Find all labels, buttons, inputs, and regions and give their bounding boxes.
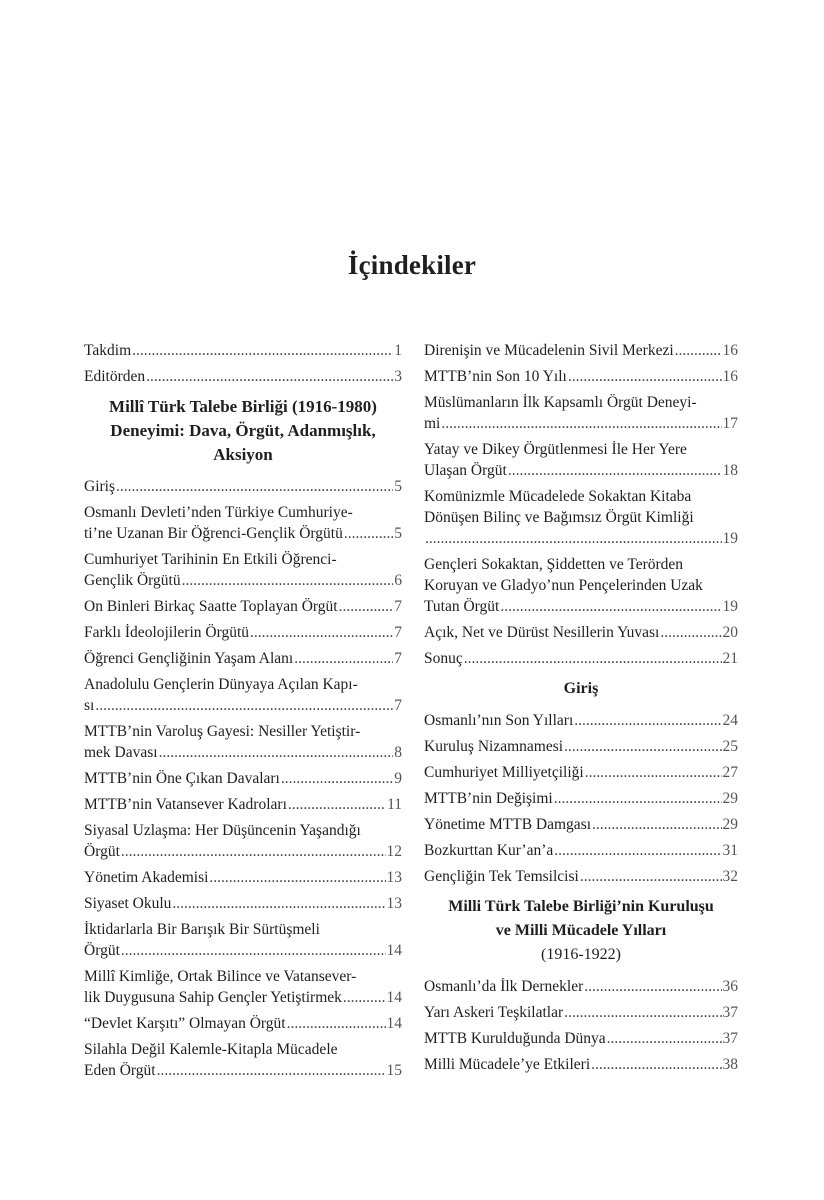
toc-entry-title: Giriş [84,478,115,495]
dot-leader [209,867,385,888]
page-number: 7 [394,598,402,615]
page-number: 20 [722,624,738,641]
toc-entry-title: Milli Mücadele’ye Etkileri [424,1056,591,1073]
dot-leader [172,893,385,914]
toc-entry[interactable] [424,392,738,434]
toc-entry-title: Cumhuriyet Tarihinin En Etkili Öğrenci- [84,551,337,568]
toc-entry-title: Bozkurttan Kur’an’a [424,842,554,859]
toc-entry[interactable] [84,721,402,763]
toc-entry[interactable] [84,867,402,888]
toc-entry-title: Yönetime MTTB Damgası [424,816,592,833]
toc-entry-last-line [424,840,738,861]
toc-entry-title: Öğrenci Gençliğinin Yaşam Alanı [84,650,294,667]
toc-entry-title: Örgüt [84,843,120,860]
page-number: 29 [722,816,738,833]
toc-entry-last-line [424,736,738,757]
toc-entry[interactable] [424,486,738,549]
toc-entry-last-line [84,523,402,544]
dot-leader [591,1054,721,1075]
toc-entry[interactable] [84,674,402,716]
toc-entry-last-line [84,841,402,862]
toc-entry-last-line [84,695,402,716]
toc-entry-title: Direnişin ve Mücadelenin Sivil Merkezi [424,342,674,359]
toc-entry[interactable] [84,549,402,591]
toc-entry-title: sı [84,697,95,714]
toc-entry-title: Siyaset Okulu [84,895,172,912]
page-number: 3 [394,368,402,385]
toc-entry-last-line [424,622,738,643]
toc-entry-title: Anadolulu Gençlerin Dünyaya Açılan Kapı- [84,676,358,693]
page-number: 37 [722,1030,738,1047]
section-heading-line: ve Milli Mücadele Yılları [495,922,667,939]
toc-entry[interactable] [424,788,738,809]
toc-entry-title: İktidarlarla Bir Barışık Bir Sürtüşmeli [84,921,320,938]
dot-leader [343,987,386,1008]
page-number: 9 [394,770,402,787]
toc-entry-title: Farklı İdeolojilerin Örgütü [84,624,250,641]
toc-entry[interactable] [424,710,738,731]
toc-entry-title: Örgüt [84,942,120,959]
dot-leader [592,814,721,835]
toc-entry-title: Editörden [84,368,146,385]
page-number: 19 [722,598,738,615]
page-number: 19 [722,530,738,547]
toc-entry-last-line [424,596,738,617]
section-heading [424,677,738,701]
dot-leader [441,413,721,434]
page-number: 36 [722,978,738,995]
toc-entry-title: lik Duygusuna Sahip Gençler Yetiştirmek [84,989,342,1006]
toc-entry[interactable] [424,1028,738,1049]
toc-entry-last-line [84,476,402,497]
page-number: 7 [394,624,402,641]
toc-entry[interactable] [84,596,402,617]
dot-leader [554,788,722,809]
section-heading-line: Giriş [563,680,599,697]
toc-entry[interactable] [84,366,402,387]
toc-entry-title: MTTB’nin Öne Çıkan Davaları [84,770,280,787]
toc-entry[interactable] [424,762,738,783]
dot-leader [564,1002,721,1023]
dot-leader [294,648,393,669]
toc-entry-title: Eden Örgüt [84,1062,156,1079]
toc-entry[interactable] [424,866,738,887]
toc-entry-title: Yönetim Akademisi [84,869,209,886]
page-number: 8 [394,744,402,761]
toc-entry-title: Gençlik Örgütü [84,572,181,589]
toc-left-column [84,340,402,1086]
toc-entry-title: Siyasal Uzlaşma: Her Düşüncenin Yaşandığı [84,822,361,839]
toc-entry-last-line [424,340,738,361]
dot-leader [675,340,722,361]
toc-entry-last-line [84,648,402,669]
toc-entry-title: Cumhuriyet Milliyetçiliği [424,764,584,781]
page-number: 38 [722,1056,738,1073]
page-number: 25 [722,738,738,755]
page-number: 24 [722,712,738,729]
toc-entry-title: “Devlet Karşıtı” Olmayan Örgüt [84,1015,286,1032]
dot-leader [121,841,386,862]
toc-entry[interactable] [424,840,738,861]
dot-leader [146,366,393,387]
dot-leader [344,523,393,544]
toc-entry-last-line [424,1054,738,1075]
toc-entry-title: Kuruluş Nizamnamesi [424,738,564,755]
dot-leader [607,1028,722,1049]
dot-leader [660,622,721,643]
page-number: 7 [394,650,402,667]
toc-entry[interactable] [84,476,402,497]
section-heading-line: Milli Türk Talebe Birliği’nin Kuruluşu [448,898,714,915]
toc-entry-title: Takdim [84,342,132,359]
toc-entry[interactable] [424,366,738,387]
page-number: 12 [386,843,402,860]
toc-entry-last-line [84,366,402,387]
toc-entry[interactable] [424,1054,738,1075]
page-number: 1 [394,342,402,359]
page-number: 31 [722,842,738,859]
dot-leader [508,460,722,481]
toc-entry-last-line [424,866,738,887]
toc-entry-title: Tutan Örgüt [424,598,500,615]
toc-entry-last-line [84,867,402,888]
dot-leader [287,1013,386,1034]
toc-entry[interactable] [424,439,738,481]
toc-entry-last-line [84,742,402,763]
toc-entry-title: Millî Kimliğe, Ortak Bilince ve Vatansever- [84,968,357,985]
toc-entry-last-line [84,570,402,591]
toc-entry-title: Silahla Değil Kalemle-Kitapla Mücadele [84,1041,338,1058]
dot-leader [574,710,721,731]
toc-entry-last-line [424,366,738,387]
toc-entry-last-line [84,893,402,914]
toc-entry-last-line [424,648,738,669]
toc-entry[interactable] [84,820,402,862]
page-number: 11 [387,796,402,813]
toc-entry-title: mi [424,415,441,432]
dot-leader [157,1060,386,1081]
toc-entry-last-line [424,814,738,835]
dot-leader [250,622,393,643]
toc-entry-title: MTTB’nin Varoluş Gayesi: Nesiller Yetiştir- [84,723,361,740]
toc-entry[interactable] [84,622,402,643]
toc-entry[interactable] [84,919,402,961]
page-number: 7 [394,697,402,714]
dot-leader [95,695,393,716]
dot-leader [182,570,394,591]
toc-entry[interactable] [424,1002,738,1023]
toc-entry-title: Osmanlı’da İlk Dernekler [424,978,584,995]
dot-leader [554,840,721,861]
toc-entry-last-line [84,1013,402,1034]
page-number: 13 [386,869,402,886]
toc-entry[interactable] [84,1013,402,1034]
page-number: 21 [722,650,738,667]
toc-entry-last-line [424,413,738,434]
page-number: 5 [394,525,402,542]
page-number: 17 [722,415,738,432]
page-number: 15 [386,1062,402,1079]
toc-entry[interactable] [424,814,738,835]
page-number: 6 [394,572,402,589]
toc-entry[interactable] [424,622,738,643]
page-number: 14 [386,942,402,959]
toc-entry[interactable] [84,768,402,789]
toc-entry-last-line [424,1028,738,1049]
page-number: 14 [386,1015,402,1032]
toc-entry-title: Müslümanların İlk Kapsamlı Örgüt Deneyi- [424,394,697,411]
dot-leader [500,596,721,617]
toc-entry[interactable] [84,794,402,815]
dot-leader [121,940,386,961]
toc-entry[interactable] [424,340,738,361]
toc-entry-title: Komünizmle Mücadelede Sokaktan Kitaba [424,488,692,505]
toc-entry-title: Osmanlı Devleti’nden Türkiye Cumhuriye- [84,504,353,521]
toc-entry[interactable] [84,340,402,361]
toc-entry-last-line [424,788,738,809]
dot-leader [132,340,393,361]
dot-leader [585,762,722,783]
toc-entry-last-line [84,768,402,789]
toc-entry[interactable] [84,648,402,669]
toc-entry-title: Sonuç [424,650,463,667]
toc-entry-last-line [424,528,738,549]
section-heading-line: Deneyimi: Dava, Örgüt, Adanmışlık, [110,421,376,440]
page-number: 29 [722,790,738,807]
toc-entry[interactable] [424,648,738,669]
dot-leader [288,794,386,815]
dot-leader [116,476,393,497]
dot-leader [568,366,722,387]
toc-entry[interactable] [84,1039,402,1081]
dot-leader [584,976,721,997]
dot-leader [564,736,721,757]
page-title: İçindekiler [347,250,477,280]
toc-entry-title: MTTB’nin Son 10 Yılı [424,368,567,385]
section-heading-years: (1916-1922) [541,946,621,963]
page-number: 37 [722,1004,738,1021]
dot-leader [425,528,722,549]
dot-leader [580,866,722,887]
toc-entry-title: MTTB’nin Vatansever Kadroları [84,796,287,813]
toc-entry[interactable] [84,893,402,914]
page-number: 18 [722,462,738,479]
page-number: 32 [722,868,738,885]
dot-leader [281,768,393,789]
toc-entry-title: MTTB’nin Değişimi [424,790,553,807]
toc-entry[interactable] [424,736,738,757]
page-number: 5 [394,478,402,495]
toc-entry-last-line [84,940,402,961]
toc-entry-title: MTTB Kurulduğunda Dünya [424,1030,606,1047]
toc-entry-title: mek Davası [84,744,158,761]
toc-right-column [424,340,738,1080]
toc-entry-title: Yarı Askeri Teşkilatlar [424,1004,564,1021]
page-number: 16 [722,342,738,359]
toc-entry[interactable] [424,976,738,997]
dot-leader [159,742,394,763]
toc-entry-last-line [84,340,402,361]
page-number: 13 [386,895,402,912]
toc-entry[interactable] [84,966,402,1008]
toc-entry-last-line [84,596,402,617]
dot-leader [464,648,722,669]
toc-entry-last-line [84,987,402,1008]
toc-entry-title: Osmanlı’nın Son Yılları [424,712,574,729]
toc-entry-title: Açık, Net ve Dürüst Nesillerin Yuvası [424,624,660,641]
page-number: 27 [722,764,738,781]
toc-entry-title: ti’ne Uzanan Bir Öğrenci-Gençlik Örgütü [84,525,343,542]
toc-entry[interactable] [424,554,738,617]
toc-entry[interactable] [84,502,402,544]
toc-entry-last-line [424,710,738,731]
toc-entry-last-line [84,1060,402,1081]
toc-entry-title: Gençleri Sokaktan, Şiddetten ve Terörden [424,556,684,573]
section-heading [424,895,738,967]
section-heading [84,395,402,467]
toc-entry-last-line [84,794,402,815]
toc-entry-last-line [424,976,738,997]
page-number: 16 [722,368,738,385]
toc-entry-last-line [84,622,402,643]
dot-leader [339,596,394,617]
section-heading-line: Millî Türk Talebe Birliği (1916-1980) [109,397,377,416]
section-heading-line: Aksiyon [213,445,273,464]
toc-entry-title: On Binleri Birkaç Saatte Toplayan Örgüt [84,598,338,615]
toc-entry-last-line [424,460,738,481]
toc-entry-title: Koruyan ve Gladyo’nun Pençelerinden Uzak [424,577,703,594]
toc-entry-last-line [424,762,738,783]
toc-entry-title: Dönüşen Bilinç ve Bağımsız Örgüt Kimliği [424,509,694,526]
toc-entry-title: Yatay ve Dikey Örgütlenmesi İle Her Yere [424,441,687,458]
toc-entry-title: Gençliğin Tek Temsilcisi [424,868,579,885]
toc-entry-title: Ulaşan Örgüt [424,462,507,479]
toc-entry-last-line [424,1002,738,1023]
page-number: 14 [386,989,402,1006]
